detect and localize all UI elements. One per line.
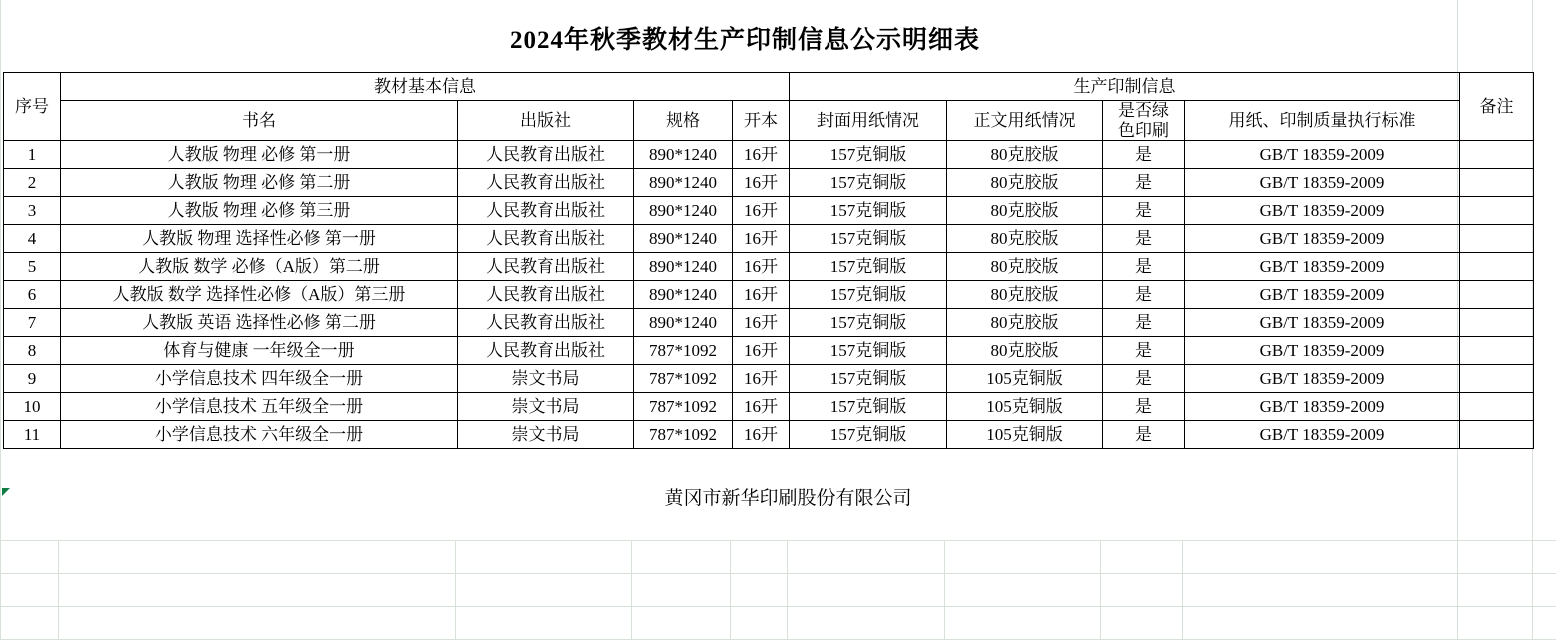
cell-seq: 8	[4, 337, 61, 365]
cell-seq: 3	[4, 197, 61, 225]
cell-cover-paper: 157克铜版	[790, 141, 947, 169]
cell-standard: GB/T 18359-2009	[1185, 253, 1460, 281]
cell-spec: 787*1092	[634, 393, 733, 421]
cell-green-print: 是	[1103, 309, 1185, 337]
cell-format: 16开	[733, 365, 790, 393]
cell-text-paper: 80克胶版	[947, 169, 1103, 197]
cell-cover-paper: 157克铜版	[790, 197, 947, 225]
cell-publisher: 人民教育出版社	[458, 309, 634, 337]
cell-cover-paper: 157克铜版	[790, 393, 947, 421]
cell-publisher: 崇文书局	[458, 393, 634, 421]
table-row	[4, 421, 1534, 449]
table-row	[4, 337, 1534, 365]
cell-spec: 890*1240	[634, 225, 733, 253]
cell-spec: 890*1240	[634, 169, 733, 197]
cell-standard: GB/T 18359-2009	[1185, 197, 1460, 225]
cell-remark	[1460, 337, 1534, 365]
cell-remark	[1460, 169, 1534, 197]
cell-format: 16开	[733, 141, 790, 169]
cell-standard: GB/T 18359-2009	[1185, 309, 1460, 337]
cell-spec: 890*1240	[634, 253, 733, 281]
column-header-book-name: 书名	[61, 101, 458, 141]
cell-spec: 890*1240	[634, 309, 733, 337]
cell-book-name: 人教版 物理 选择性必修 第一册	[61, 225, 458, 253]
cell-green-print: 是	[1103, 365, 1185, 393]
cell-format: 16开	[733, 421, 790, 449]
column-header-remark: 备注	[1460, 73, 1534, 141]
cell-cover-paper: 157克铜版	[790, 225, 947, 253]
cell-standard: GB/T 18359-2009	[1185, 393, 1460, 421]
column-header-standard: 用纸、印制质量执行标准	[1185, 101, 1460, 141]
cell-format: 16开	[733, 309, 790, 337]
cell-publisher: 人民教育出版社	[458, 141, 634, 169]
column-header-cover-paper: 封面用纸情况	[790, 101, 947, 141]
cell-book-name: 小学信息技术 四年级全一册	[61, 365, 458, 393]
cell-green-print: 是	[1103, 141, 1185, 169]
cell-seq: 6	[4, 281, 61, 309]
cell-book-name: 小学信息技术 五年级全一册	[61, 393, 458, 421]
cell-remark	[1460, 281, 1534, 309]
cell-publisher: 崇文书局	[458, 421, 634, 449]
cell-remark	[1460, 309, 1534, 337]
cell-standard: GB/T 18359-2009	[1185, 141, 1460, 169]
table-row	[4, 225, 1534, 253]
cell-standard: GB/T 18359-2009	[1185, 421, 1460, 449]
cell-format: 16开	[733, 253, 790, 281]
cell-publisher: 人民教育出版社	[458, 253, 634, 281]
cell-cover-paper: 157克铜版	[790, 253, 947, 281]
sheet-corner-marker	[2, 488, 12, 498]
cell-green-print: 是	[1103, 253, 1185, 281]
cell-publisher: 人民教育出版社	[458, 169, 634, 197]
cell-green-print: 是	[1103, 337, 1185, 365]
cell-publisher: 人民教育出版社	[458, 281, 634, 309]
table-row	[4, 309, 1534, 337]
cell-seq: 7	[4, 309, 61, 337]
column-header-green-print-line1: 是否绿	[1118, 101, 1169, 120]
cell-green-print: 是	[1103, 393, 1185, 421]
column-header-spec: 规格	[634, 101, 733, 141]
table-sub-header-row	[4, 101, 1534, 141]
cell-book-name: 人教版 数学 必修（A版）第二册	[61, 253, 458, 281]
cell-text-paper: 80克胶版	[947, 281, 1103, 309]
cell-text-paper: 80克胶版	[947, 337, 1103, 365]
table-row	[4, 281, 1534, 309]
cell-text-paper: 80克胶版	[947, 141, 1103, 169]
cell-seq: 11	[4, 421, 61, 449]
cell-text-paper: 80克胶版	[947, 309, 1103, 337]
cell-standard: GB/T 18359-2009	[1185, 281, 1460, 309]
table-row	[4, 197, 1534, 225]
textbook-print-info-table	[3, 72, 1534, 449]
cell-seq: 2	[4, 169, 61, 197]
cell-publisher: 人民教育出版社	[458, 197, 634, 225]
cell-cover-paper: 157克铜版	[790, 421, 947, 449]
table-header	[4, 73, 1534, 141]
cell-format: 16开	[733, 281, 790, 309]
cell-remark	[1460, 225, 1534, 253]
table-body	[4, 141, 1534, 449]
cell-remark	[1460, 197, 1534, 225]
table-row	[4, 141, 1534, 169]
cell-text-paper: 80克胶版	[947, 253, 1103, 281]
cell-book-name: 人教版 物理 必修 第三册	[61, 197, 458, 225]
cell-format: 16开	[733, 197, 790, 225]
cell-remark	[1460, 365, 1534, 393]
cell-format: 16开	[733, 225, 790, 253]
footer-area	[3, 483, 1533, 510]
cell-green-print: 是	[1103, 281, 1185, 309]
cell-book-name: 人教版 物理 必修 第二册	[61, 169, 458, 197]
table-row	[4, 365, 1534, 393]
cell-green-print: 是	[1103, 169, 1185, 197]
cell-green-print: 是	[1103, 421, 1185, 449]
cell-format: 16开	[733, 169, 790, 197]
cell-format: 16开	[733, 393, 790, 421]
cell-publisher: 人民教育出版社	[458, 225, 634, 253]
cell-remark	[1460, 393, 1534, 421]
cell-book-name: 人教版 数学 选择性必修（A版）第三册	[61, 281, 458, 309]
group-header-basic-info: 教材基本信息	[61, 73, 790, 101]
cell-remark	[1460, 253, 1534, 281]
cell-book-name: 体育与健康 一年级全一册	[61, 337, 458, 365]
cell-cover-paper: 157克铜版	[790, 169, 947, 197]
cell-green-print: 是	[1103, 197, 1185, 225]
cell-cover-paper: 157克铜版	[790, 365, 947, 393]
cell-cover-paper: 157克铜版	[790, 281, 947, 309]
cell-spec: 890*1240	[634, 281, 733, 309]
cell-book-name: 人教版 物理 必修 第一册	[61, 141, 458, 169]
table-row	[4, 393, 1534, 421]
cell-seq: 1	[4, 141, 61, 169]
column-header-green-print-line2: 色印刷	[1118, 120, 1169, 140]
cell-cover-paper: 157克铜版	[790, 309, 947, 337]
column-header-seq: 序号	[4, 73, 61, 141]
column-header-format: 开本	[733, 101, 790, 141]
cell-seq: 10	[4, 393, 61, 421]
column-header-text-paper: 正文用纸情况	[947, 101, 1103, 141]
cell-publisher: 崇文书局	[458, 365, 634, 393]
table-group-header-row	[4, 73, 1534, 101]
page-title: 2024年秋季教材生产印制信息公示明细表	[509, 27, 980, 54]
cell-green-print: 是	[1103, 225, 1185, 253]
cell-remark	[1460, 421, 1534, 449]
cell-standard: GB/T 18359-2009	[1185, 225, 1460, 253]
cell-text-paper: 105克铜版	[947, 421, 1103, 449]
cell-text-paper: 105克铜版	[947, 393, 1103, 421]
cell-text-paper: 80克胶版	[947, 225, 1103, 253]
cell-format: 16开	[733, 337, 790, 365]
cell-text-paper: 80克胶版	[947, 197, 1103, 225]
cell-seq: 5	[4, 253, 61, 281]
cell-cover-paper: 157克铜版	[790, 337, 947, 365]
cell-book-name: 小学信息技术 六年级全一册	[61, 421, 458, 449]
table-row	[4, 253, 1534, 281]
cell-spec: 787*1092	[634, 421, 733, 449]
company-name: 黄冈市新华印刷股份有限公司	[664, 488, 912, 510]
cell-spec: 890*1240	[634, 197, 733, 225]
cell-seq: 4	[4, 225, 61, 253]
cell-spec: 890*1240	[634, 141, 733, 169]
cell-standard: GB/T 18359-2009	[1185, 337, 1460, 365]
cell-remark	[1460, 141, 1534, 169]
cell-publisher: 人民教育出版社	[458, 337, 634, 365]
cell-seq: 9	[4, 365, 61, 393]
cell-spec: 787*1092	[634, 337, 733, 365]
column-header-green-print	[1103, 101, 1185, 141]
column-header-publisher: 出版社	[458, 101, 634, 141]
table-row	[4, 169, 1534, 197]
cell-standard: GB/T 18359-2009	[1185, 169, 1460, 197]
cell-spec: 787*1092	[634, 365, 733, 393]
group-header-print-info: 生产印制信息	[790, 73, 1460, 101]
cell-book-name: 人教版 英语 选择性必修 第二册	[61, 309, 458, 337]
cell-text-paper: 105克铜版	[947, 365, 1103, 393]
cell-standard: GB/T 18359-2009	[1185, 365, 1460, 393]
